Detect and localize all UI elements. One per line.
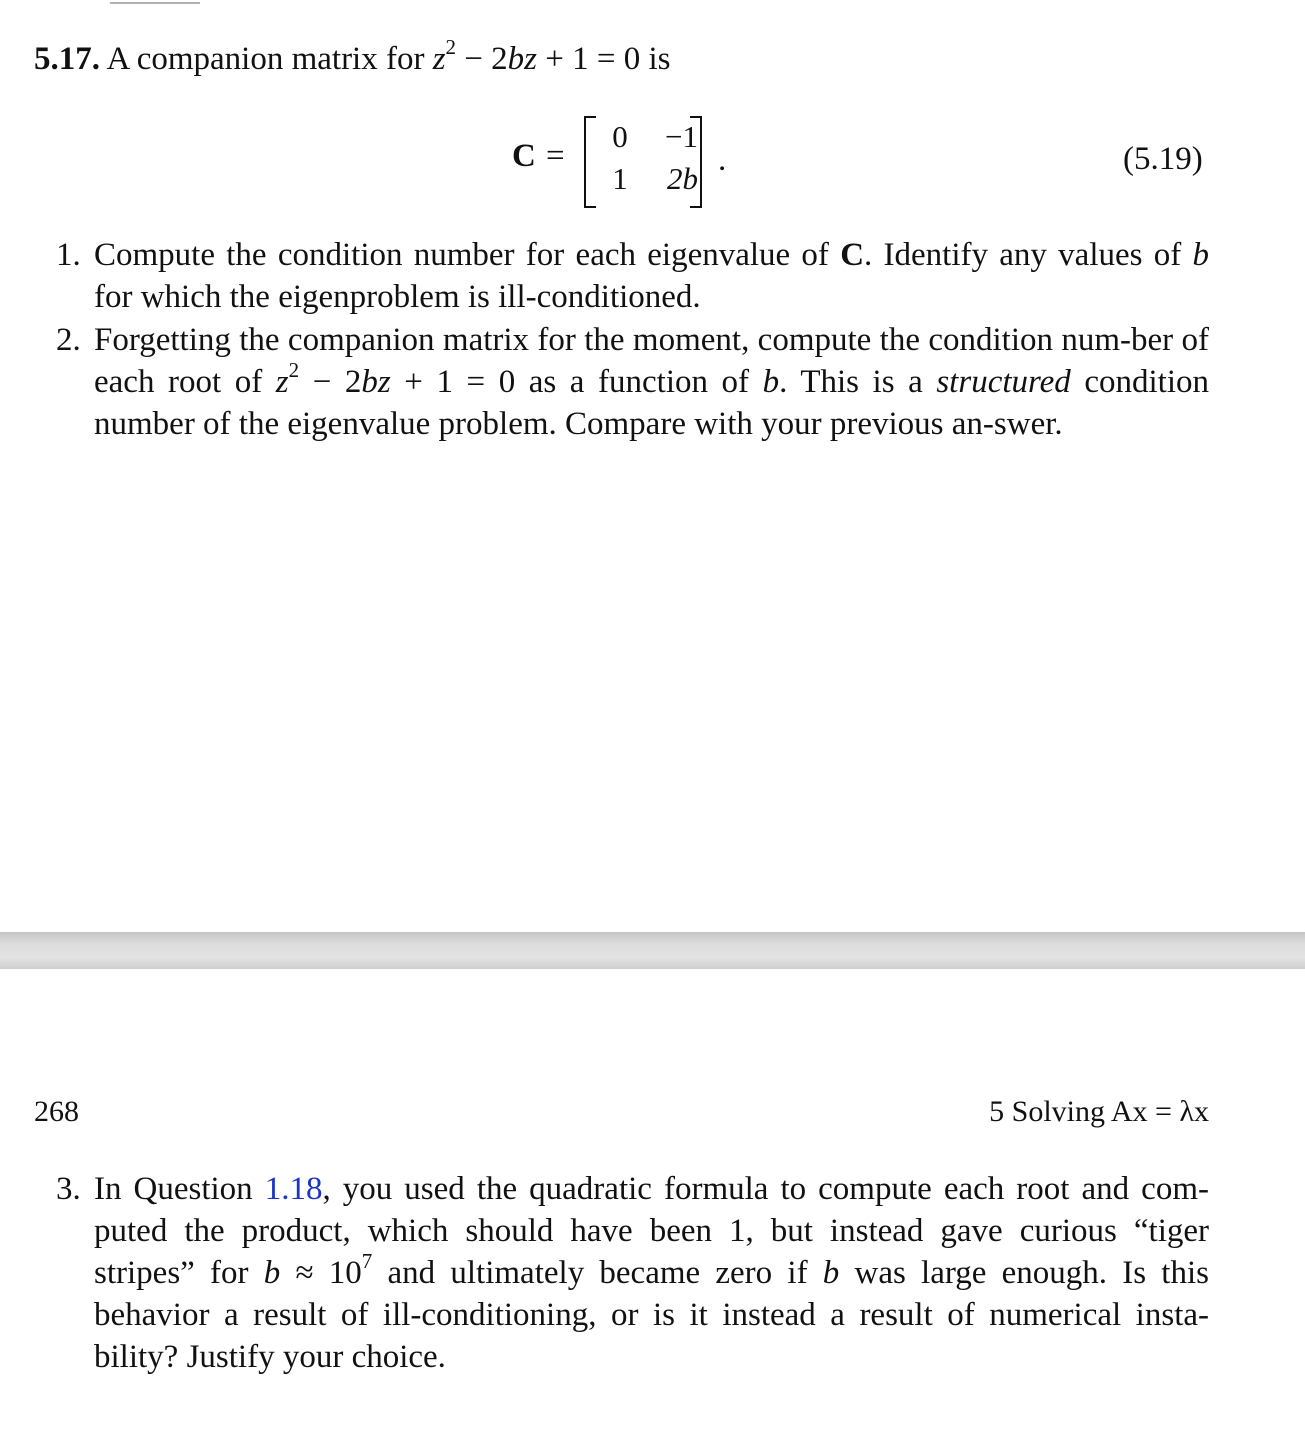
eq-exponent: 2 [445, 35, 457, 59]
matrix-cell: 1 [612, 161, 628, 196]
text-run: ≈ 10 [280, 1255, 362, 1291]
text-run: for which the eigenproblem is ill-conditioned. [94, 279, 701, 315]
list-item-text [94, 319, 1209, 445]
equals-sign: = [546, 138, 565, 174]
display-equation [512, 110, 752, 210]
equation-label: (5.19) [1123, 141, 1203, 177]
emphasis-structured: structured [936, 364, 1071, 400]
matrix-cell: −1 [665, 119, 698, 154]
matrix-cell: 2b [667, 161, 698, 196]
exercise-heading [34, 35, 671, 80]
eq-tail: + 1 = 0 is [537, 41, 671, 77]
text-run: . This is a [779, 364, 937, 400]
page-number: 268 [34, 1095, 79, 1128]
equation-period: . [718, 142, 727, 178]
eq-part: − 2 [456, 41, 508, 77]
eq-part: − 2 [299, 364, 362, 400]
list-item-number: 1. [56, 237, 81, 273]
matrix-cell: 0 [612, 119, 628, 154]
matrix-symbol: C [512, 138, 536, 174]
exercise-number: 5.17. [34, 41, 100, 77]
text-run: Forgetting the companion matrix for the moment, compute the condition num-ber of each root of [94, 322, 1209, 400]
eq-var-b: b [762, 364, 780, 400]
list-item [56, 1168, 1209, 1378]
eq-var-z: z [524, 41, 538, 77]
running-head: 5 Solving Ax = λx [989, 1095, 1209, 1128]
eq-var-z: z [377, 364, 391, 400]
eq-var-b: b [822, 1255, 840, 1291]
eq-var-z: z [275, 364, 289, 400]
text-run: condition number of the eigenvalue problem. Compare with your previous an-swer. [94, 364, 1209, 442]
list-item-number: 3. [56, 1171, 81, 1207]
previous-line-fragment [110, 0, 200, 4]
text-run: was large enough. Is this behavior a result of ill-conditioning, or is it instead a result of numerical insta-bility? Justify your choice. [94, 1255, 1209, 1375]
eq-exponent: 7 [361, 1249, 373, 1273]
eq-var-b: b [507, 41, 525, 77]
text-run: . Identify any values of [864, 237, 1193, 273]
question-link[interactable]: 1.18 [264, 1171, 323, 1207]
right-bracket [690, 116, 702, 208]
eq-exponent: 2 [288, 358, 300, 382]
eq-var-b: b [361, 364, 378, 400]
left-bracket [584, 116, 596, 208]
text-run: and ultimately became zero if [372, 1255, 823, 1291]
list-item [56, 319, 1209, 445]
text-run: , you used the quadratic formula to compute each root and com-puted the product, which should have been 1, but instead gave curious “tiger stripes” for [94, 1171, 1209, 1291]
text-run: In Question [94, 1171, 265, 1207]
matrix-symbol: C [840, 237, 865, 273]
eq-tail: + 1 = 0 as a function of [390, 364, 763, 400]
list-item-text [94, 234, 1209, 318]
eq-var-z: z [432, 41, 446, 77]
exercise-intro: A companion matrix for [106, 41, 425, 77]
list-item [56, 234, 1209, 318]
list-item-text [94, 1168, 1209, 1378]
page-separator [0, 932, 1305, 969]
companion-matrix [608, 116, 698, 200]
eq-var-b: b [263, 1255, 281, 1291]
eq-var-b: b [1192, 237, 1209, 273]
list-item-number: 2. [56, 322, 81, 358]
text-run: Compute the condition number for each eigenvalue of [94, 237, 841, 273]
